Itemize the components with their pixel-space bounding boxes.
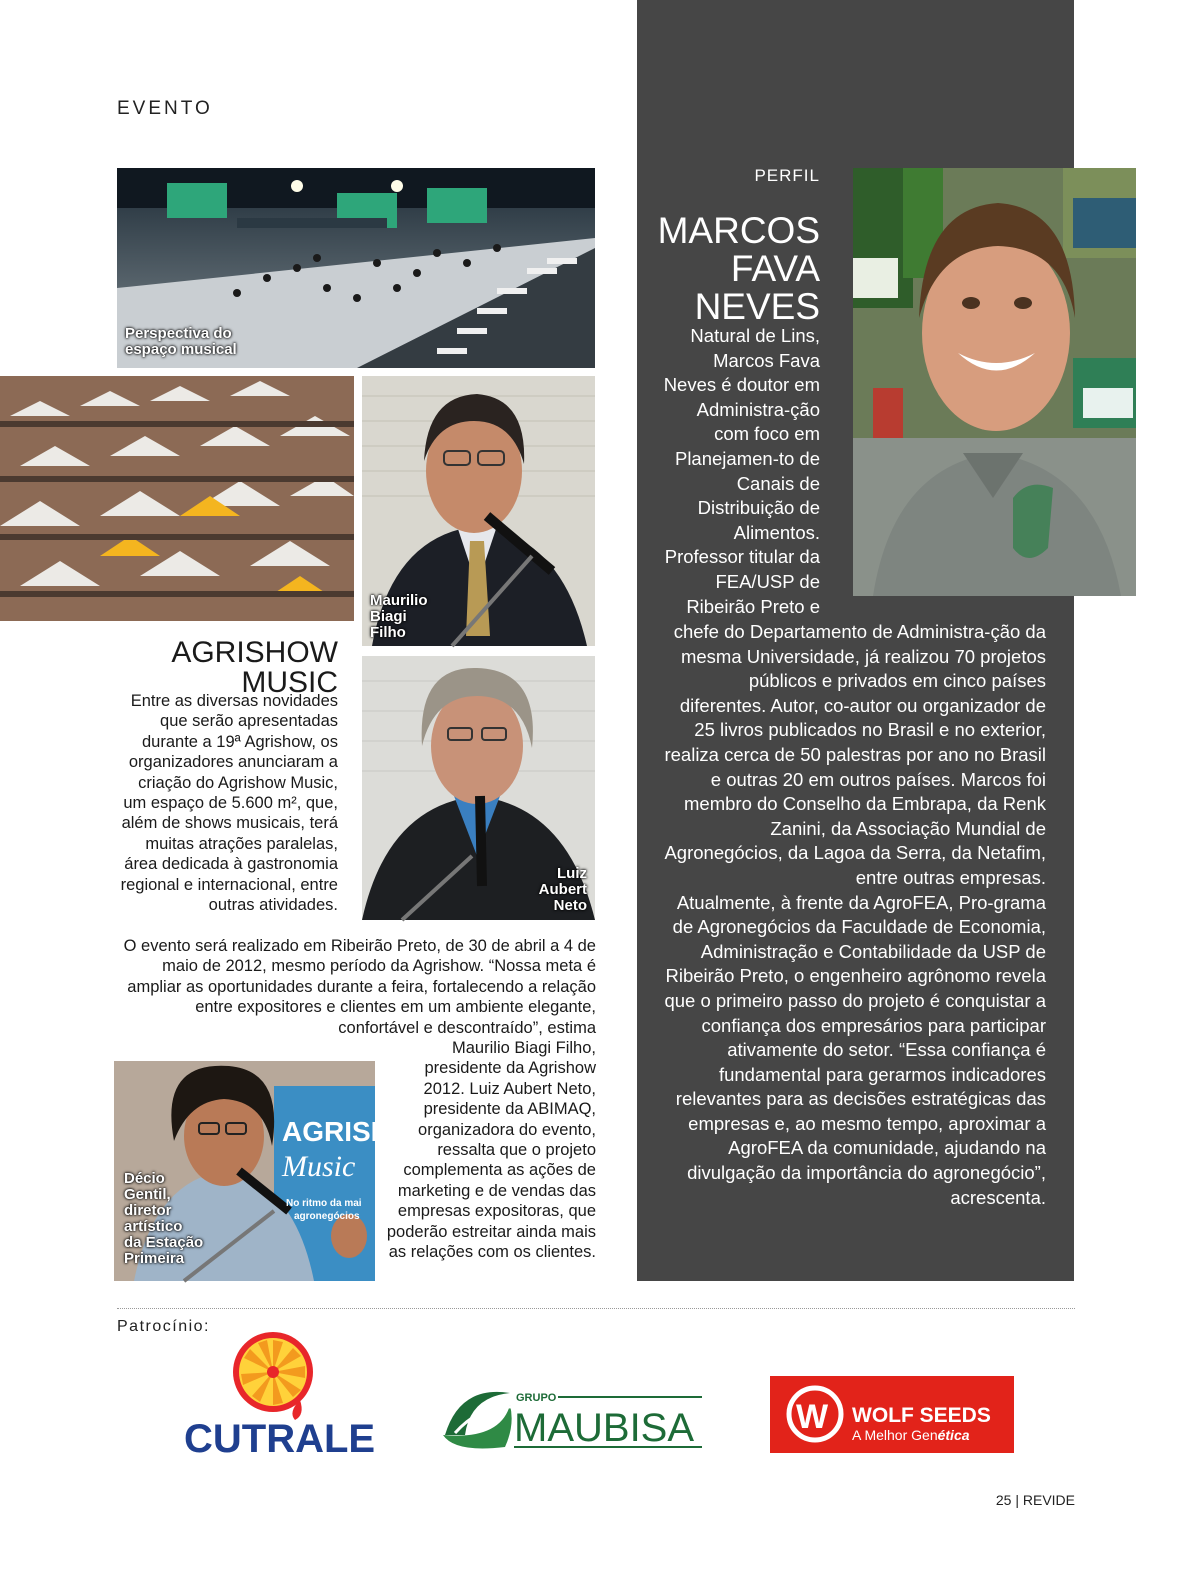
maurilio-photo	[362, 376, 595, 646]
wolf-seeds-tagline-emph: ética	[937, 1427, 970, 1443]
profile-label: PERFIL	[754, 166, 820, 185]
article-paragraph-1: Entre as diversas novidades que serão apresentadas durante a 19ª Agrishow, os organizadores anunciaram a criação do Agrishow Music, um espaço de 5.600 m², que, além de shows musicais, terá muitas atrações paralelas, área dedicada à gastronomia regional e internacional, entre outras atividades.	[120, 692, 338, 915]
profile-bio-paragraph: chefe do Departamento de Administra-ção da mesma Universidade, já realizou 70 projetos públicos e privados em cinco países diferentes. Autor, co-autor ou organizador de 25 livros publicados no Brasil e no exterior, realiza cerca de 50 palestras por ano no Brasil e outras 20 em outros países. Marcos foi membro do Conselho da Embrapa, da Renk Zanini, da Associação Mundial de Agronegócios, da Lagoa da Serra, da Netafim, entre outras empresas.	[664, 621, 1046, 888]
cutrale-wordmark: CUTRALE	[184, 1417, 376, 1461]
musical-space-caption: Perspectiva do espaço musical	[125, 325, 237, 358]
wolf-seeds-tagline: A Melhor Gen	[852, 1427, 938, 1443]
svg-text:A Melhor Genética	[852, 1427, 970, 1443]
page-number: 25	[995, 1492, 1012, 1508]
profile-name-line: MARCOS	[657, 210, 820, 251]
banner-text: No ritmo da mai	[286, 1198, 362, 1209]
sponsor-divider	[117, 1308, 1075, 1309]
wolf-seeds-wordmark: WOLF SEEDS	[852, 1404, 991, 1427]
luiz-photo	[362, 656, 595, 920]
maubisa-logo	[440, 1385, 705, 1455]
section-label: EVENTO	[117, 98, 213, 119]
cutrale-logo	[180, 1330, 376, 1461]
profile-bio-intro: Natural de Lins, Marcos Fava Neves é doutor em Administra-ção com foco em Planejamen-to de Canais de Distribuição de Alimentos. Professor titular da FEA/USP de Ribeirão Preto e	[663, 325, 820, 617]
footer-separator: |	[1015, 1492, 1019, 1508]
maurilio-caption: Maurilio Biagi Filho	[370, 592, 428, 641]
article-paragraph-2: O evento será realizado em Ribeirão Preto, de 30 de abril a 4 de maio de 2012, mesmo período da Agrishow. “Nossa meta é ampliar as oportunidades durante a feira, fortalecendo a relação entre expositores e clientes em um ambiente elegante, confortável e descontraído”, estima	[123, 937, 596, 1037]
article-paragraph-3: Maurilio Biagi Filho, presidente da Agrishow 2012. Luiz Aubert Neto, presidente da ABIMAQ, organizadora do evento, ressalta que o projeto complementa as ações de marketing e de vendas das empresas expositoras, que poderão estreitar ainda mais as relações com os clientes.	[386, 1039, 596, 1262]
magazine-name: REVIDE	[1022, 1492, 1075, 1508]
maubisa-group-text: GRUPO	[516, 1392, 557, 1404]
page-footer	[960, 1492, 1075, 1508]
article-title: AGRISHOW MUSIC	[171, 636, 338, 699]
banner-text: agronegócios	[294, 1211, 360, 1222]
profile-bio-body	[660, 620, 1046, 1210]
banner-text: AGRISH	[282, 1116, 391, 1147]
profile-name	[640, 212, 820, 326]
svg-text:W: W	[796, 1398, 829, 1436]
decio-caption: Décio Gentil, diretor artístico da Estação Primeira	[124, 1170, 204, 1267]
profile-name-line: FAVA	[730, 248, 820, 289]
sponsor-label: Patrocínio:	[117, 1318, 210, 1335]
luiz-caption: Luiz Aubert Neto	[538, 865, 587, 914]
decio-photo	[114, 1061, 391, 1281]
maubisa-wordmark: MAUBISA	[514, 1406, 695, 1450]
profile-portrait	[853, 168, 1136, 596]
profile-name-line: NEVES	[694, 286, 820, 327]
musical-space-photo	[117, 168, 595, 368]
wolf-seeds-logo	[770, 1376, 1014, 1453]
profile-bio-paragraph: Atualmente, à frente da AgroFEA, Pro-grama de Agronegócios da Faculdade de Economia, Administração e Contabilidade da USP de Ribeirão Preto, o engenheiro agrônomo revela que o primeiro passo do projeto é conquistar a confiança dos empresários para participar ativamente do setor. “Essa confiança é fundamental para gerarmos indicadores relevantes para as decisões estratégicas das empresas e, ao mesmo tempo, aproximar a AgroFEA da comunidade, ajudando na divulgação da importância do agronegócio”, acrescenta.	[664, 891, 1046, 1208]
aerial-tents-photo	[0, 376, 354, 621]
banner-text: Music	[282, 1150, 356, 1183]
